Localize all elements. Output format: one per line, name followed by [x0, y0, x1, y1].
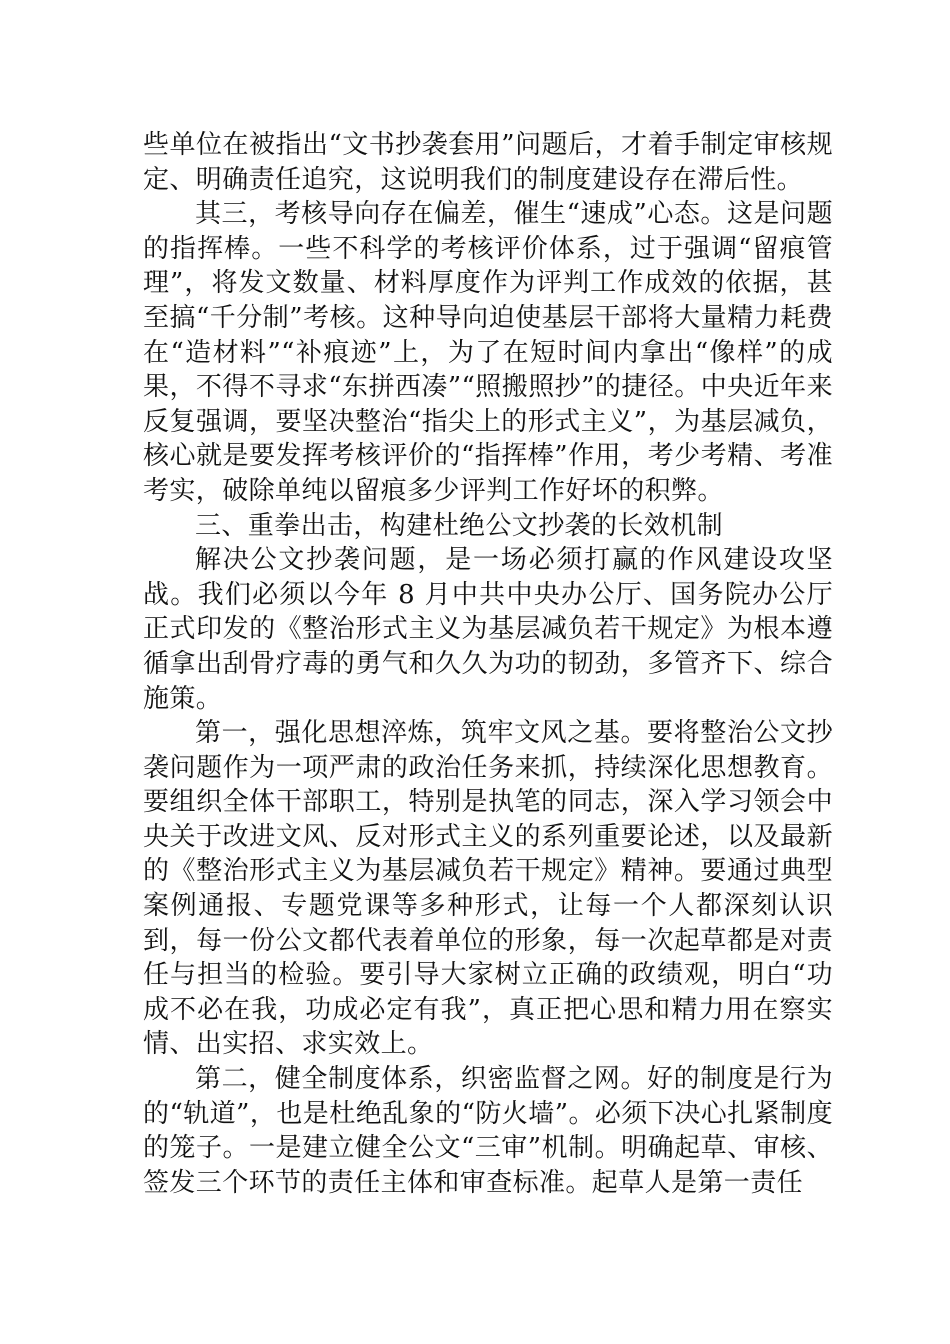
paragraph-continuation: 些单位在被指出“文书抄袭套用”问题后，才着手制定审核规定、明确责任追究，这说明我们的制度建设存在滞后性。 — [143, 130, 833, 195]
paragraph-assessment-orientation: 其三，考核导向存在偏差，催生“速成”心态。这是问题的指挥棒。一些不科学的考核评价体系，过于强调“留痕管理”，将发文数量、材料厚度作为评判工作成效的依据，甚至搞“千分制”考核。这种导向迫使基层干部将大量精力耗费在“造材料”“补痕迹”上，为了在短时间内拿出“像样”的成果，不得不寻求“东拼西凑”“照搬照抄”的捷径。中央近年来反复强调，要坚决整治“指尖上的形式主义”，为基层减负，核心就是要发挥考核评价的“指挥棒”作用，考少考精、考准考实，破除单纯以留痕多少评判工作好坏的积弊。 — [143, 199, 833, 506]
paragraph-second-measure: 第二，健全制度体系，织密监督之网。好的制度是行为的“轨道”，也是杜绝乱象的“防火墙”。必须下决心扎紧制度的笼子。一是建立健全公文“三审”机制。明确起草、审核、签发三个环节的责任主体和审查标准。起草人是第一责任 — [143, 1064, 833, 1198]
paragraph-intro: 解决公文抄袭问题，是一场必须打赢的作风建设攻坚战。我们必须以今年 8 月中共中央办公厅、国务院办公厅正式印发的《整治形式主义为基层减负若干规定》为根本遵循拿出刮骨疗毒的勇气和久久为功的韧劲，多管齐下、综合施策。 — [143, 545, 833, 714]
section-heading: 三、重拳出击，构建杜绝公文抄袭的长效机制 — [195, 510, 724, 541]
document-body — [143, 128, 833, 1200]
paragraph-first-measure: 第一，强化思想淬炼，筑牢文风之基。要将整治公文抄袭问题作为一项严肃的政治任务来抓，持续深化思想教育。要组织全体干部职工，特别是执笔的同志，深入学习领会中央关于改进文风、反对形式主义的系列重要论述，以及最新的《整治形式主义为基层减负若干规定》精神。要通过典型案例通报、专题党课等多种形式，让每一个人都深刻认识到，每一份公文都代表着单位的形象，每一次起草都是对责任与担当的检验。要引导大家树立正确的政绩观，明白“功成不必在我，功成必定有我”，真正把心思和精力用在察实情、出实招、求实效上。 — [143, 718, 833, 1060]
